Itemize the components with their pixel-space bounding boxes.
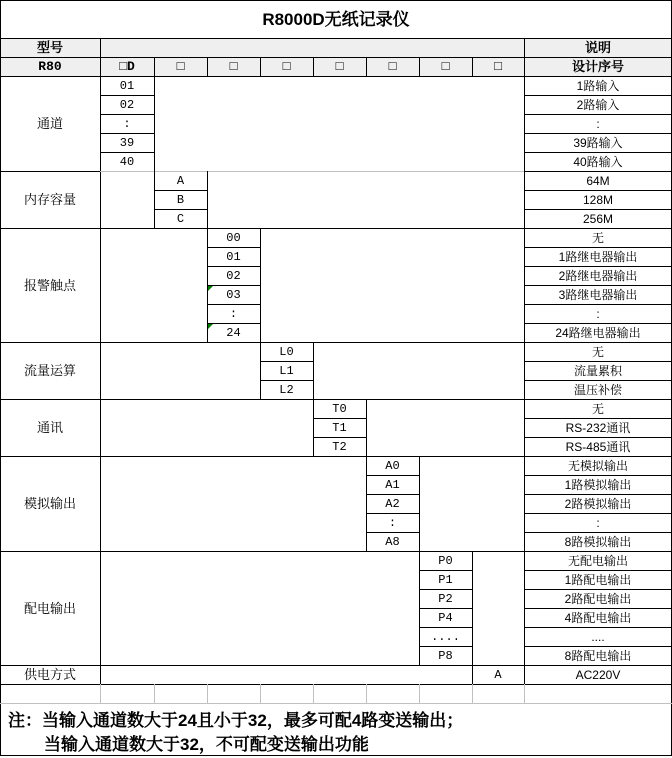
grid-line <box>524 209 672 210</box>
code-cell: T0 <box>332 401 347 416</box>
code-box-2: □ <box>229 59 238 74</box>
desc-cell: 2路继电器输出 <box>558 268 638 283</box>
desc-cell: 无模拟输出 <box>567 458 628 473</box>
desc-cell: 无配电输出 <box>567 553 628 568</box>
grid-line-light <box>207 684 208 703</box>
code-cell: 01 <box>226 249 241 264</box>
grid-line-light <box>472 684 473 703</box>
grid-line <box>524 475 672 476</box>
code-box-7: □ <box>494 59 502 74</box>
grid-line <box>524 437 672 438</box>
grid-line <box>366 532 420 533</box>
desc-cell: 2路输入 <box>576 97 620 112</box>
grid-line-light <box>260 684 261 703</box>
grid-line <box>366 475 420 476</box>
grid-line-light <box>524 684 525 703</box>
desc-cell: .... <box>591 629 605 644</box>
grid-line <box>419 646 473 647</box>
desc-cell: 无 <box>591 344 604 359</box>
grid-line <box>524 95 672 96</box>
grid-line <box>524 304 672 305</box>
grid-line <box>524 608 672 609</box>
grid-line-light <box>419 684 420 703</box>
code-cell: B <box>176 192 185 207</box>
desc-cell: RS-485通讯 <box>565 439 631 454</box>
section-label-7: 供电方式 <box>23 667 76 682</box>
code-cell: 24 <box>226 325 241 340</box>
section-label-0: 通道 <box>36 116 63 131</box>
code-cell: : <box>388 515 397 530</box>
desc-cell: 8路模拟输出 <box>564 534 632 549</box>
grid-line <box>207 171 208 228</box>
grid-line <box>524 266 672 267</box>
grid-line <box>524 513 672 514</box>
grid-line <box>419 551 420 665</box>
grid-line <box>366 513 420 514</box>
desc-cell: 2路配电输出 <box>564 591 632 606</box>
desc-cell: 39路输入 <box>573 135 623 150</box>
code-box-4: □ <box>335 59 344 74</box>
grid-line <box>524 646 672 647</box>
design-serial-label: 设计序号 <box>571 59 624 74</box>
grid-line <box>524 190 672 191</box>
grid-line <box>524 323 672 324</box>
grid-line <box>419 627 473 628</box>
grid-line <box>419 608 473 609</box>
code-cell: T1 <box>332 420 347 435</box>
desc-cell: 无 <box>591 401 604 416</box>
model-code: R80 <box>38 59 62 74</box>
grid-line <box>472 665 473 684</box>
grid-line <box>154 171 155 228</box>
code-cell: P4 <box>438 610 453 625</box>
grid-line <box>207 247 261 248</box>
grid-line <box>366 57 367 76</box>
desc-cell: : <box>596 306 600 321</box>
code-box-6: □ <box>441 59 450 74</box>
grid-line <box>366 494 420 495</box>
grid-line <box>100 95 155 96</box>
grid-line-light <box>313 684 314 703</box>
grid-line <box>100 152 155 153</box>
grid-line <box>524 494 672 495</box>
code-cell: 02 <box>226 268 241 283</box>
grid-line <box>472 57 473 76</box>
code-cell: L2 <box>279 382 294 397</box>
grid-line <box>260 57 261 76</box>
desc-cell: 1路配电输出 <box>564 572 632 587</box>
grid-line <box>260 361 314 362</box>
grid-line <box>524 627 672 628</box>
grid-line <box>524 114 672 115</box>
desc-cell: 64M <box>586 173 610 188</box>
code-cell: C <box>176 211 185 226</box>
code-box-5: □ <box>388 59 397 74</box>
grid-line-light <box>100 684 101 703</box>
grid-line <box>260 380 314 381</box>
grid-line <box>419 57 420 76</box>
section-label-3: 流量运算 <box>23 363 76 378</box>
code-cell: A8 <box>385 534 400 549</box>
grid-line <box>313 399 314 456</box>
grid-line <box>260 342 261 399</box>
code-cell: 39 <box>119 135 135 150</box>
code-cell: L1 <box>279 363 294 378</box>
grid-line <box>207 285 261 286</box>
code-cell: P0 <box>438 553 453 568</box>
grid-line <box>366 456 367 551</box>
desc-cell: 3路继电器输出 <box>558 287 638 302</box>
grid-line <box>100 133 155 134</box>
grid-line <box>524 247 672 248</box>
grid-line <box>419 456 420 551</box>
desc-cell: 温压补偿 <box>573 382 622 397</box>
grid-line <box>524 152 672 153</box>
grid-line <box>313 437 367 438</box>
page-title: R8000D无纸记录仪 <box>262 9 410 29</box>
code-box-1: □ <box>176 59 185 74</box>
code-cell: L0 <box>279 344 294 359</box>
grid-line <box>524 380 672 381</box>
code-cell: 02 <box>119 97 135 112</box>
code-cell: A <box>494 667 502 682</box>
code-cell: A0 <box>385 458 400 473</box>
grid-line <box>524 532 672 533</box>
grid-line <box>154 190 208 191</box>
desc-cell: AC220V <box>575 667 621 682</box>
grid-line <box>524 133 672 134</box>
code-cell: 00 <box>226 230 241 245</box>
grid-line <box>524 570 672 571</box>
desc-cell: 1路模拟输出 <box>564 477 632 492</box>
grid-line <box>207 304 261 305</box>
grid-line <box>524 285 672 286</box>
desc-cell: 1路继电器输出 <box>558 249 638 264</box>
grid-line <box>154 76 155 171</box>
desc-cell: : <box>596 515 600 530</box>
note-line-2: 当输入通道数大于32，不可配变送输出功能 <box>44 735 369 754</box>
grid-line <box>207 323 261 324</box>
grid-line <box>313 418 367 419</box>
grid-line <box>366 399 367 456</box>
desc-cell: : <box>596 116 600 131</box>
grid-line <box>313 342 314 399</box>
grid-line <box>313 57 314 76</box>
desc-cell: 40路输入 <box>573 154 623 169</box>
section-label-2: 报警触点 <box>23 277 76 293</box>
code-cell: .... <box>431 629 460 644</box>
code-cell: A2 <box>385 496 400 511</box>
grid-line <box>260 228 261 342</box>
section-label-5: 模拟输出 <box>23 496 76 511</box>
desc-cell: 8路配电输出 <box>564 648 632 663</box>
desc-cell: 无 <box>591 230 604 245</box>
desc-cell: 4路配电输出 <box>564 610 632 625</box>
grid-line <box>524 361 672 362</box>
desc-cell: RS-232通讯 <box>565 420 631 435</box>
grid-line <box>524 418 672 419</box>
code-cell: : <box>229 306 238 321</box>
desc-cell: 128M <box>582 192 614 207</box>
grid-line <box>207 57 208 76</box>
code-box-0: □D <box>119 59 135 74</box>
note-line-1: 注：当输入通道数大于24且小于32，最多可配4路变送输出； <box>8 711 464 730</box>
section-label-1: 内存容量 <box>23 192 76 207</box>
desc-cell: 2路模拟输出 <box>564 496 632 511</box>
code-box-3: □ <box>282 59 291 74</box>
code-cell: P2 <box>438 591 453 606</box>
grid-line-light <box>0 703 672 704</box>
grid-line <box>207 266 261 267</box>
code-cell: 03 <box>226 287 241 302</box>
desc-cell: 1路输入 <box>576 78 620 93</box>
grid-line-light <box>154 684 155 703</box>
desc-label: 说明 <box>584 40 611 55</box>
code-cell: T2 <box>332 439 347 454</box>
grid-line <box>154 209 208 210</box>
code-cell: P8 <box>438 648 453 663</box>
desc-cell: 流量累积 <box>573 363 622 378</box>
grid-line <box>100 76 101 171</box>
grid-line <box>100 114 155 115</box>
grid-line <box>524 665 525 684</box>
section-label-6: 配电输出 <box>23 600 76 616</box>
cell-corner-marker <box>208 324 213 329</box>
model-label: 型号 <box>36 40 63 55</box>
grid-line <box>524 589 672 590</box>
section-label-4: 通讯 <box>36 420 63 435</box>
code-cell: A <box>176 173 185 188</box>
code-cell: 40 <box>119 154 135 169</box>
grid-line <box>419 589 473 590</box>
cell-corner-marker <box>208 286 213 291</box>
grid-line <box>419 570 473 571</box>
code-cell: 01 <box>119 78 135 93</box>
code-cell: : <box>123 116 131 131</box>
grid-line <box>154 57 155 76</box>
grid-line <box>472 551 473 665</box>
grid-line-light <box>366 684 367 703</box>
grid-line <box>207 228 208 342</box>
desc-cell: 24路继电器输出 <box>555 325 641 340</box>
code-cell: A1 <box>385 477 400 492</box>
code-cell: P1 <box>438 572 453 587</box>
desc-cell: 256M <box>582 211 614 226</box>
